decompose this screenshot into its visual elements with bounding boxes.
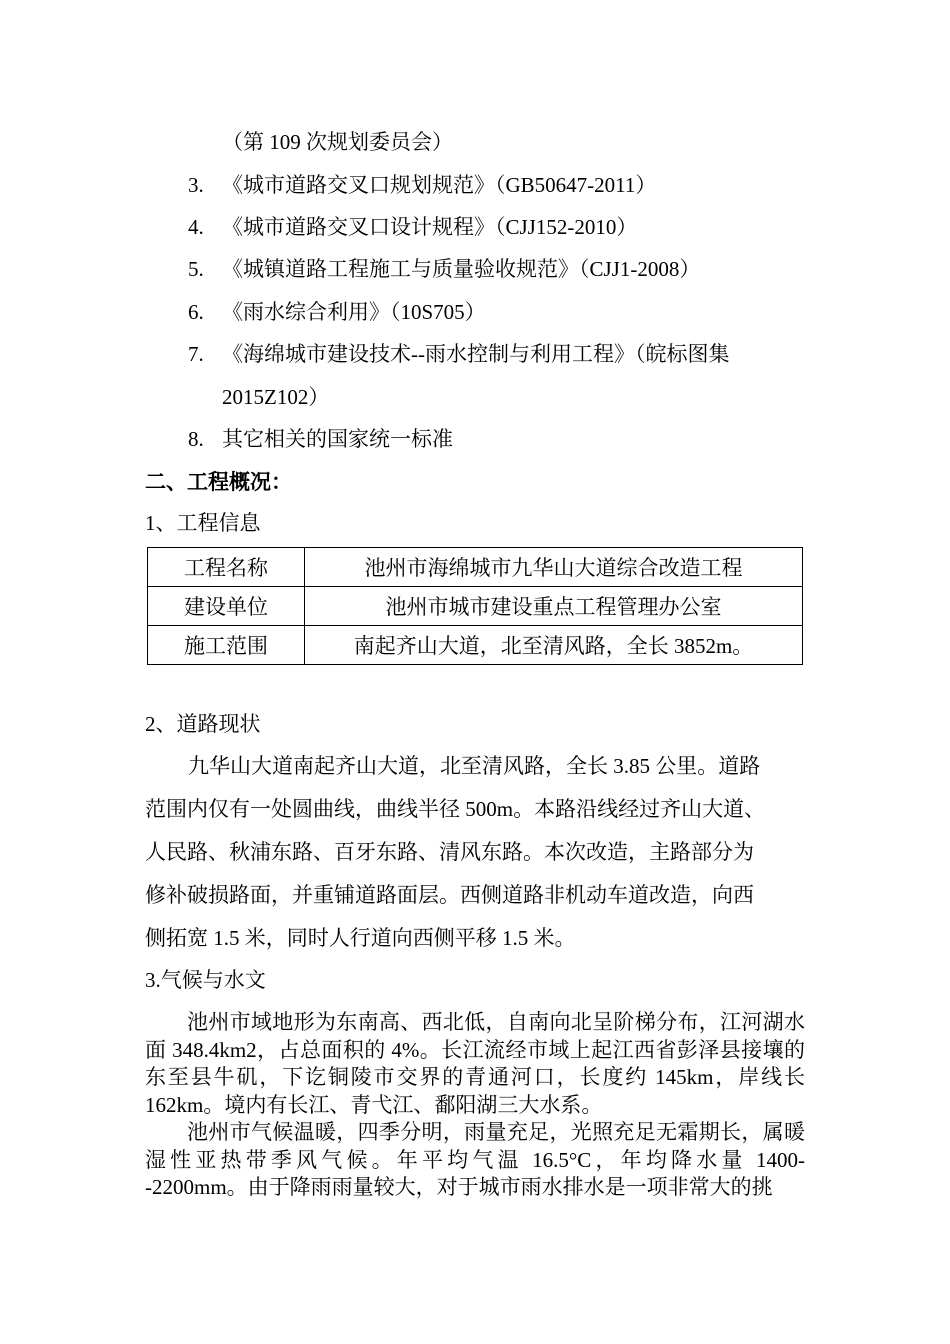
ref-item-text: 《城市道路交叉口设计规程》（CJJ152-2010） <box>222 215 638 239</box>
road-text-line: 侧拓宽 1.5 米，同时人行道向西侧平移 1.5 米。 <box>145 926 576 950</box>
ref-item-text: 2015Z102） <box>222 385 330 409</box>
ref-item-text: 《雨水综合利用》（10S705） <box>222 300 486 324</box>
subheading-climate: 3.气候与水文 <box>145 968 266 992</box>
climate-paragraph: 池州市气候温暖，四季分明，雨量充足，光照充足无霜期长，属暖湿性亚热带季风气候。年平均气温 16.5°C，年均降水量 1400--2200mm。由于降雨雨量较大，对于城市雨水排水是一项非常大的挑 <box>145 1120 805 1199</box>
ref-item-number: 4. <box>188 215 204 239</box>
subheading-project-info: 1、工程信息 <box>145 511 261 535</box>
table-value: 南起齐山大道，北至清风路，全长 3852m。 <box>305 626 803 665</box>
ref-item-text: 《城市道路交叉口规划规范》（GB50647-2011） <box>222 173 657 197</box>
ref-item-text: 其它相关的国家统一标准 <box>222 427 453 451</box>
ref-item-number: 6. <box>188 300 204 324</box>
subheading-road-status: 2、道路现状 <box>145 712 261 736</box>
section-heading: 二、工程概况： <box>145 470 292 494</box>
table-key: 建设单位 <box>148 587 305 626</box>
ref-item-number: 8. <box>188 427 204 451</box>
ref-item-number: 5. <box>188 257 204 281</box>
project-info-table <box>147 547 803 665</box>
ref-item-text: 《海绵城市建设技术--雨水控制与利用工程》（皖标图集 <box>222 342 730 366</box>
table-key: 工程名称 <box>148 548 305 587</box>
table-row <box>148 548 803 587</box>
ref-item-number: 3. <box>188 173 204 197</box>
ref-item-text: 《城镇道路工程施工与质量验收规范》（CJJ1-2008） <box>222 257 701 281</box>
road-text-line: 人民路、秋浦东路、百牙东路、清风东路。本次改造，主路部分为 <box>145 840 754 864</box>
climate-text <box>145 1009 805 1202</box>
table-value: 池州市海绵城市九华山大道综合改造工程 <box>305 548 803 587</box>
climate-paragraph: 池州市域地形为东南高、西北低，自南向北呈阶梯分布，江河湖水面 348.4km2，占总面积的 4%。长江流经市域上起江西省彭泽县接壤的东至县牛矶，下讫铜陵市交界的青通河口，长度约 145km，岸线长 162km。境内有长江、青弋江、鄱阳湖三大水系。 <box>145 1010 805 1117</box>
road-text-line: 范围内仅有一处圆曲线，曲线半径 500m。本路沿线经过齐山大道、 <box>145 797 766 821</box>
table-row <box>148 587 803 626</box>
table-row <box>148 626 803 665</box>
table-value: 池州市城市建设重点工程管理办公室 <box>305 587 803 626</box>
ref-item-number: 7. <box>188 342 204 366</box>
table-key: 施工范围 <box>148 626 305 665</box>
ref-continuation: （第 109 次规划委员会） <box>222 130 453 154</box>
road-text-line: 修补破损路面，并重铺道路面层。西侧道路非机动车道改造，向西 <box>145 883 754 907</box>
road-text-line: 九华山大道南起齐山大道，北至清风路，全长 3.85 公里。道路 <box>188 754 761 778</box>
